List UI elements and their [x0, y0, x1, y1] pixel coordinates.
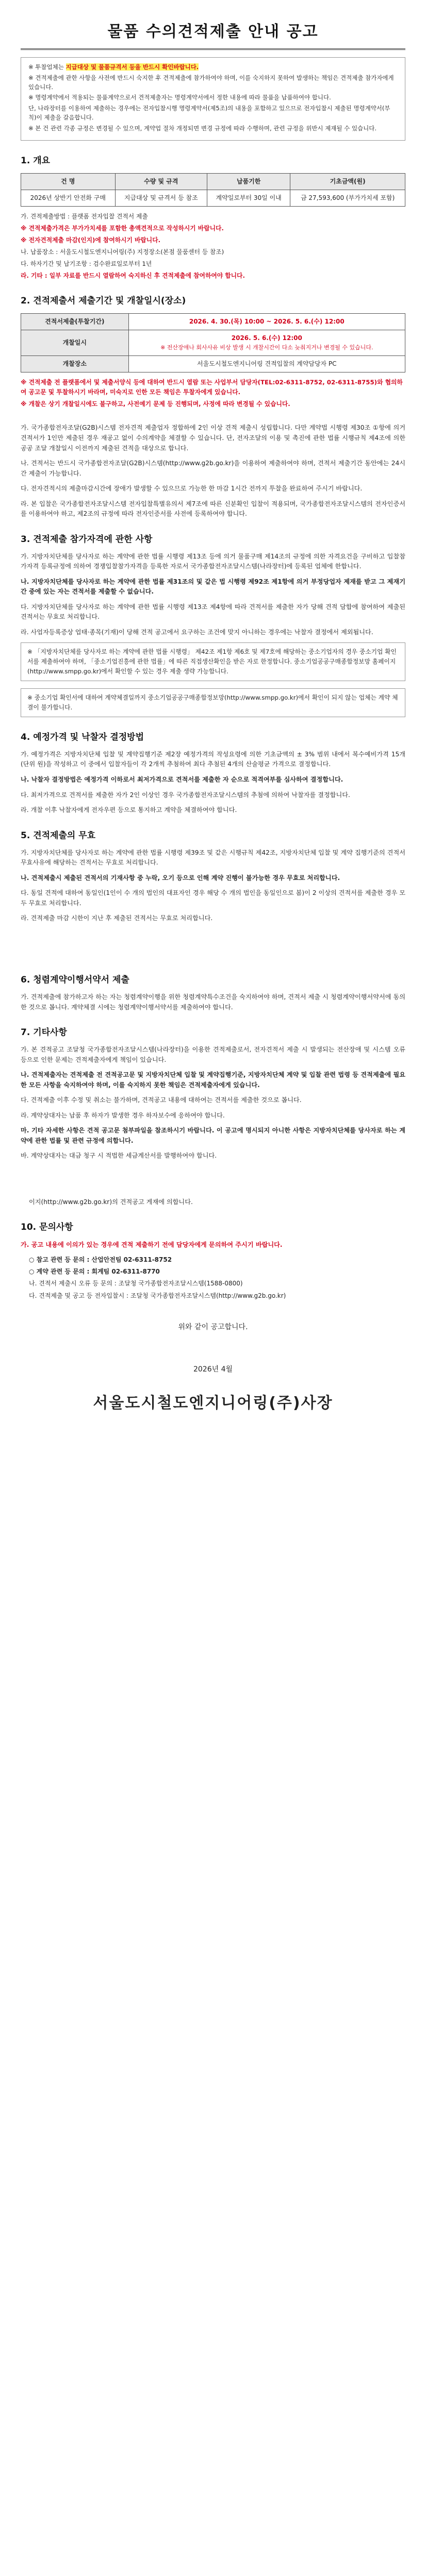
paragraph: 다. 최저가격으로 견적서를 제출한 자가 2인 이상인 경우 국가종합전자조달시스템의 추첨에 의하여 낙찰자를 결정합니다.	[21, 791, 350, 799]
contact-list	[21, 1255, 405, 1301]
organization-name: 서울도시철도엔지니어링(주)사장	[93, 1394, 333, 1412]
schedule-notes	[21, 378, 405, 409]
section-spacer	[21, 1166, 405, 1197]
section-spacer	[21, 929, 405, 960]
section-spacer	[21, 412, 405, 423]
table-cell: 금 27,593,600 (부가가치세 포함)	[290, 190, 405, 207]
paragraph: 가. 국가종합전자조달(G2B)시스템 전자견적 제출업자 정합하에 2인 이상 견적 제출시 성립합니다. 다만 계약법 시행령 제30조 ①항에 의거 견적서가 1인만 제출된 경우 재공고 없이 수의계약을 체결할 수 있습니다. 단, 전자조달의 이용 및 촉진에 관한 법률 시행규칙 제4조에 의한 공공 조달 개찰일시 이전까지 제출된 견적을 대상으로 합니다.	[21, 424, 405, 452]
paragraph: 라. 개찰 이후 낙찰자에게 전자우편 등으로 통지하고 계약을 체결하여야 합니다.	[21, 806, 237, 814]
paragraph: 나. 지방자치단체를 당사자로 하는 계약에 관한 법률 제31조의 및 같은 법 시행령 제92조 제1항에 의거 부정당업자 제재를 받고 그 제재기간 중에 있는 자는 견적서를 제출할 수 없습니다.	[21, 578, 405, 596]
table-header: 개찰일시	[21, 330, 129, 355]
table-cell: 계약일로부터 30일 이내	[207, 190, 290, 207]
table-header: 기초금액(원)	[290, 173, 405, 190]
table-cell: 지급대상 및 규격서 등 참조	[115, 190, 207, 207]
notice-line	[28, 63, 398, 72]
paragraph: 나. 견적제출시 제출된 견적서의 기재사항 중 누락, 오기 등으로 인해 계약 진행이 불가능한 경우 무효로 처리합니다.	[21, 874, 340, 882]
table-header: 견적서제출(투찰기간)	[21, 313, 129, 330]
contact-item: 나. 견적서 제출시 오류 등 문의 : 조달청 국가종합전자조달시스템(1588-0800)	[29, 1280, 243, 1287]
section-title: 7. 기타사항	[21, 1027, 67, 1038]
overview-notes	[21, 212, 405, 280]
table-header: 개찰장소	[21, 355, 129, 372]
paragraph: 나. 낙찰자 결정방법은 예정가격 이하로서 최저가격으로 견적서를 제출한 자 순으로 적격여부를 심사하여 결정합니다.	[21, 775, 343, 783]
note-line: 가. 견적제출방법 : 플랫폼 전자입찰 견적서 제출	[21, 213, 148, 221]
table-header: 수량 및 규격	[115, 173, 207, 190]
note-line: ※ 견적제출 전 플랫폼에서 및 제출서양식 등에 대하여 반드시 열람 또는 사업부서 담당자(TEL:02-6311-8752, 02-6311-8755)와 협의하여 공고문 및 투찰하시기 바라며, 미숙지로 인한 모든 책임은 투찰자에게 있습니다.	[21, 378, 403, 396]
paragraph: 가. 본 견적공고 조달청 국가종합전자조달시스템(나라장터)을 이용한 견적제출로서, 전자견적서 제출 시 발생되는 전산장애 및 시스템 오류 등으로 인한 문제는 견적제출자에게 책임이 있습니다.	[21, 1046, 405, 1063]
notice-highlight: 지급대상 및 물품규격서 등을 반드시 확인바랍니다.	[65, 63, 199, 71]
paragraph: 나. 견적제출자는 견적제출 전 견적공고문 및 지방자치단체 입찰 및 계약집행기준, 지방자치단체 계약 및 입찰 관련 법령 등 견적제출에 필요한 모든 사항을 숙지하여야 하며, 이를 숙지하지 못한 책임은 견적제출자에게 있습니다.	[21, 1071, 405, 1089]
reference-box: ※ 중소기업 확인서에 대하여 계약체결일까지 중소기업공공구매종합정보망(http://www.smpp.go.kr)에서 확인이 되지 않는 업체는 계약 체결이 불가합니다.	[21, 688, 405, 717]
section-title: 6. 청렴계약이행서약서 제출	[21, 974, 129, 985]
note-line: ※ 견적제출가격은 부가가치세를 포함한 총액견적으로 작성하시기 바랍니다.	[21, 225, 224, 232]
paragraph: 가. 지방자치단체를 당사자로 하는 계약에 관한 법률 시행령 제13조 등에 의거 물품구매 제14조의 규정에 의한 자격요건을 구비하고 입찰참가자격 등록규정에 의하여 경쟁입찰참가자격을 등록한 자로서 국가종합전자조달시스템(나라장터)에 등록된 업체에 한합니다.	[21, 552, 405, 570]
table-header: 납품기한	[207, 173, 290, 190]
table-cell: 서울도시철도엔지니어링 견적입찰의 계약담당자 PC	[128, 355, 405, 372]
paragraph: 이지(http://www.g2b.go.kr)의 견적공고 게재에 의합니다.	[29, 1198, 193, 1206]
reference-box: ※ 「지방자치단체를 당사자로 하는 계약에 관한 법률 시행령」 제42조 제1항 제6호 및 제7호에 해당하는 중소기업자의 경우 중소기업 확인서를 제출하여야 하며, 「중소기업진흥에 관한 법률」에 따른 직접생산확인을 받은 자로 한정합니다. 중소기업공공구매종합정보망 홈페이지(http://www.smpp.go.kr)에서 확인할 수 있는 경우 제출 생략 가능합니다.	[21, 642, 405, 681]
paragraph: 가. 예정가격은 지방자치단체 입찰 및 계약집행기준 제2장 예정가격의 작성요령에 의한 기초금액의 ± 3% 범위 내에서 복수예비가격 15개(단위 원)을 작성하고 이 중에서 입찰자들이 각 2개씩 추첨하여 최다 추첨된 4개의 산술평균 가격으로 결정합니다.	[21, 750, 405, 768]
paragraph: 마. 기타 자세한 사항은 견적 공고문 첨부파일을 참조하시기 바랍니다. 이 공고에 명시되지 아니한 사항은 지방자치단체를 당사자로 하는 계약에 관한 법률 및 관련 규정에 의합니다.	[21, 1127, 405, 1144]
section-title: 10. 문의사항	[21, 1222, 73, 1233]
note-line: 다. 하자기간 및 납기조항 : 검수완료일로부터 1년	[21, 260, 152, 267]
announcement-date: 2026년 4월	[193, 1365, 233, 1374]
paragraph	[21, 1240, 405, 1250]
paragraph: 다. 견적제출 이후 수정 및 취소는 불가하며, 견적공고 내용에 대하여는 견적서를 제출한 것으로 봅니다.	[21, 1096, 302, 1104]
overview-table	[21, 173, 405, 207]
contact-lead: 가. 공고 내용에 이의가 있는 경우에 견적 제출하기 전에 담당자에게 문의하여 주시기 바랍니다.	[21, 1241, 283, 1248]
paragraph: 라. 견적제출 마감 시한이 지난 후 제출된 견적서는 무효로 처리합니다.	[21, 914, 213, 922]
paragraph: 가. 견적제출에 참가하고자 하는 자는 청렴계약이행을 위한 청렴계약특수조건을 숙지하여야 하며, 견적서 제출 시 청렴계약이행서약서에 동의한 것으로 봅니다. 계약체결 시에는 청렴계약이행서약서를 제출하여야 합니다.	[21, 993, 405, 1011]
table-cell: 2026년 상반기 안전화 구매	[21, 190, 116, 207]
open-datetime: 2026. 5. 6.(수) 12:00	[231, 334, 302, 342]
table-row	[21, 330, 405, 355]
notice-line: ※ 본 건 관련 각종 규정은 변경될 수 있으며, 계약업 절차 개정되면 변경 규정에 따라 수행하며, 관련 규정을 위반시 제재될 수 있습니다.	[28, 124, 377, 132]
paragraph: 라. 계약상대자는 납품 후 하자가 발생한 경우 하자보수에 응하여야 합니다.	[21, 1111, 225, 1119]
paragraph: 바. 계약상대자는 대금 청구 시 적법한 세금계산서를 발행하여야 합니다.	[21, 1152, 217, 1160]
notice-box	[21, 57, 405, 141]
open-note: ※ 전산장애나 회사사유 비상 발생 시 개찰시간이 다소 늦춰지거나 변경될 수 있습니다.	[160, 344, 373, 351]
section-title: 4. 예정가격 및 낙찰자 결정방법	[21, 732, 144, 742]
section-title: 2. 견적제출서 제출기간 및 개찰일시(장소)	[21, 295, 186, 306]
notice-line: ※ 견적제출에 관한 사항을 사전에 반드시 숙지한 후 견적제출에 참가하여야 하며, 이를 숙지하지 못하여 발생하는 책임은 견적제출 참가자에게 있습니다.	[28, 74, 394, 91]
notice-line: 단, 나라장터를 이용하여 제출하는 경우에는 전자입찰시행 명령계약서(제5조)의 내용을 포함하고 있으므로 전자입찰시 제출된 명령계약서(부칙)이 제출을 갈음합니다.	[28, 105, 390, 122]
contact-item: ○ 계약 관련 등 문의 : 회계팀 02-6311-8770	[29, 1268, 160, 1276]
closing-statement: 위와 같이 공고합니다.	[178, 1323, 248, 1331]
table-row	[21, 313, 405, 330]
paragraph: 가. 지방자치단체를 당사자로 하는 계약에 관한 법률 시행령 제39조 및 같은 시행규칙 제42조, 지방자치단체 입찰 및 계약 집행기준의 견적서 무효사유에 해당하는 견적서는 무효로 처리합니다.	[21, 849, 405, 867]
table-row	[21, 190, 405, 207]
note-line: 나. 납품장소 : 서울도시철도엔지니어링(주) 지정장소(본점 물품센터 등 참조)	[21, 248, 224, 256]
table-cell: 2026. 4. 30.(목) 10:00 ~ 2026. 5. 6.(수) 12:00	[128, 313, 405, 330]
paragraph: 다. 동일 견적에 대하여 동일인(1인이 수 개의 법인의 대표자인 경우 해당 수 개의 법인을 동일인으로 봄)이 2 이상의 견적서를 제출한 경우 모두 무효로 처리합니다.	[21, 889, 405, 907]
note-line: 라. 기타 : 일부 자료를 반드시 열람하여 숙지하신 후 견적제출에 참여하여야 합니다.	[21, 272, 245, 279]
note-line: ※ 개찰은 상기 개찰일시에도 불구하고, 사전예기 문제 등 진행되며, 사정에 따라 변경될 수 있습니다.	[21, 400, 290, 408]
contact-item: 다. 견적제출 및 공고 등 전자입찰시 : 조달청 국가종합전자조달시스템(http://www.g2b.go.kr)	[29, 1292, 286, 1299]
notice-prefix: ※ 투찰업체는	[28, 63, 64, 71]
title-divider	[21, 48, 405, 50]
note-line: ※ 전자견적제출 마감(인지)에 참여하시기 바랍니다.	[21, 236, 161, 244]
contact-item: ○ 참고 관련 등 문의 : 산업안전팀 02-6311-8752	[29, 1256, 172, 1264]
page-title: 물품 수의견적제출 안내 공고	[107, 23, 319, 41]
notice-line: ※ 명령계약에서 적용되는 물품계약으로서 견적제출자는 명령계약서에서 정한 내용에 따라 물품을 납품하여야 합니다.	[28, 94, 331, 101]
schedule-table	[21, 313, 405, 372]
paragraph: 다. 지방자치단체를 당사자로 하는 계약에 관한 법률 시행령 제13조 제4항에 따라 견적서를 제출한 자가 당해 견적 담합에 참여하여 제출된 견적서는 무효로 처리합니다.	[21, 603, 405, 621]
paragraph: 다. 전자견적시의 제출마감시간에 장애가 발생할 수 있으므로 가능한 한 마감 1시간 전까지 투찰을 완료하여 주시기 바랍니다.	[21, 485, 363, 493]
section-title: 3. 견적제출 참가자격에 관한 사항	[21, 534, 153, 545]
section-title: 5. 견적제출의 무효	[21, 830, 96, 841]
paragraph: 나. 견적서는 반드시 국가종합전자조달(G2B)시스템(http://www.g2b.go.kr)을 이용하여 제출하여야 하며, 견적서 제출기간 동안에는 24시간 제출이 가능합니다.	[21, 460, 405, 477]
paragraph: 라. 사업자등록증상 업태·종목(기재)이 당해 견적 공고에서 요구하는 조건에 맞지 아니하는 경우에는 낙찰자 결정에서 제외됩니다.	[21, 628, 373, 636]
table-row	[21, 355, 405, 372]
table-cell	[128, 330, 405, 355]
paragraph: 라. 본 입찰은 국가종합전자조달시스템 전자입찰특별유의서 제7조에 따른 신분확인 입찰이 적용되며, 국가종합전자조달시스템의 전자인증서를 이용하여야 하고, 제2조의 규정에 따라 전자인증서를 사전에 등록하여야 합니다.	[21, 500, 405, 518]
section-title: 1. 개요	[21, 155, 51, 166]
table-header: 건 명	[21, 173, 116, 190]
